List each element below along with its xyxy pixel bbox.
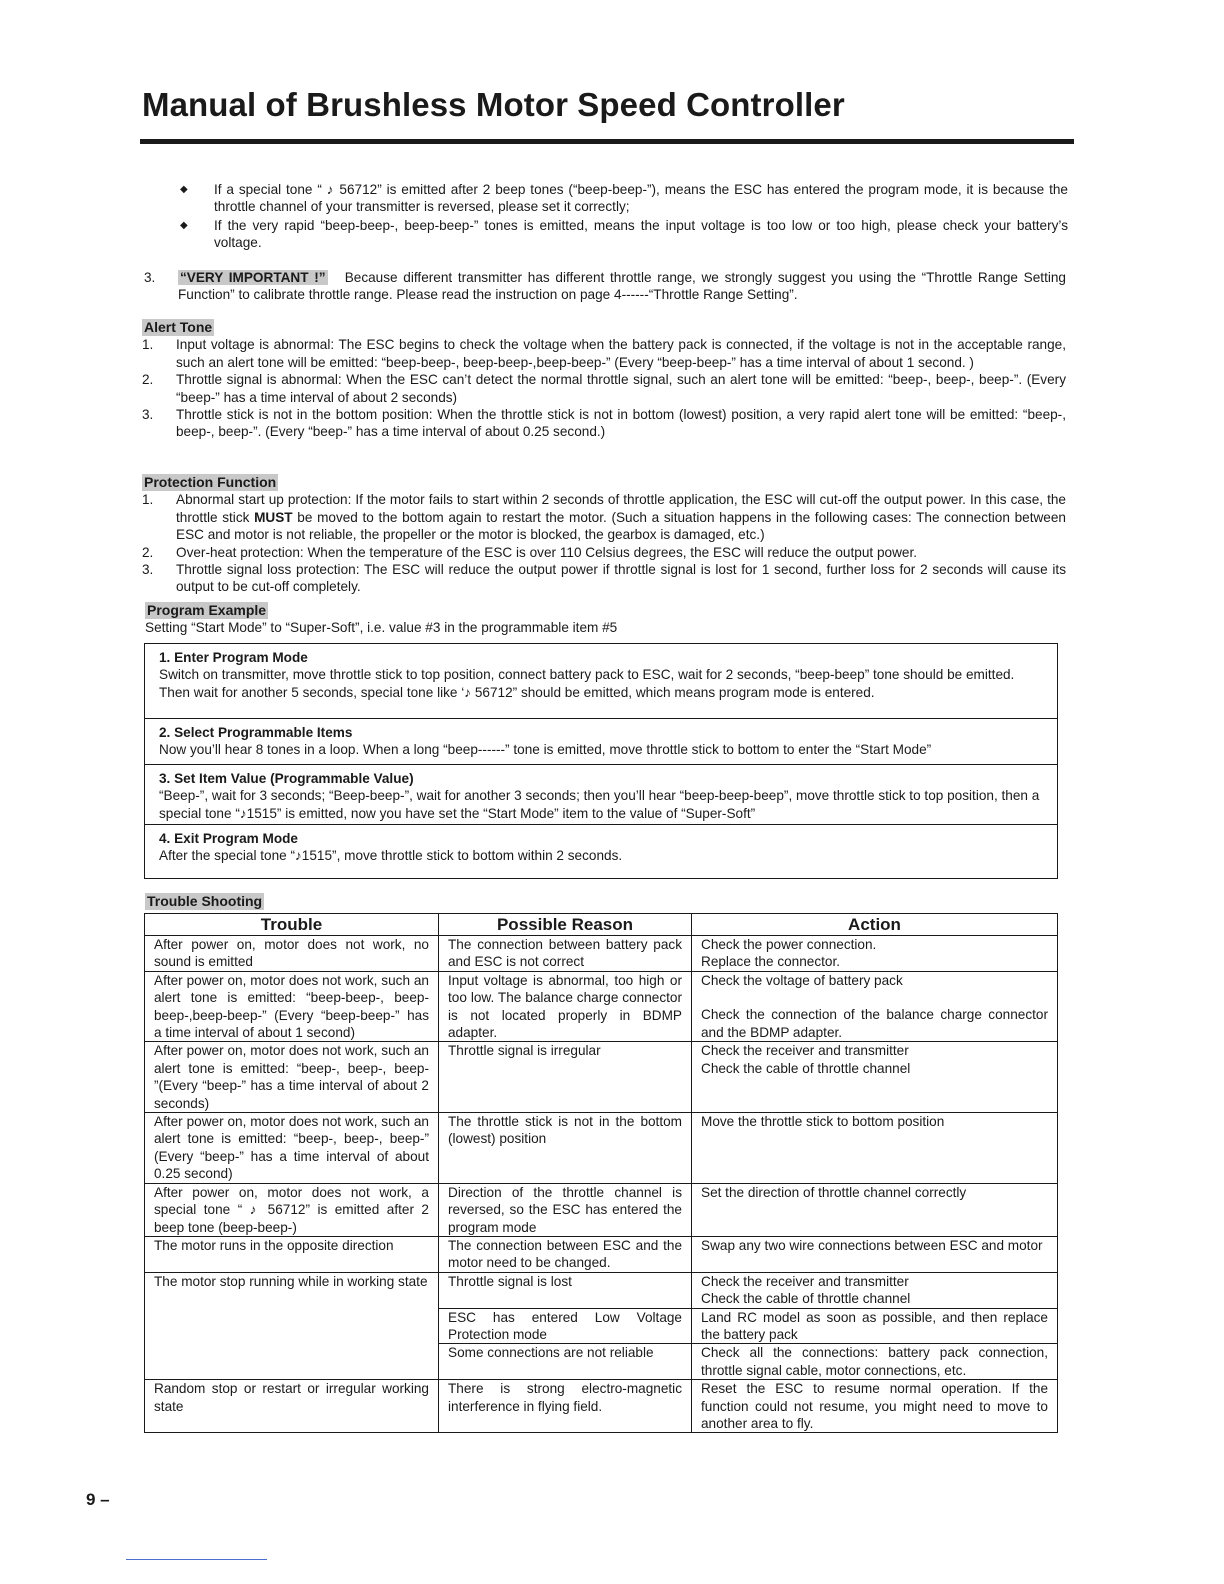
action-cell [692, 1042, 1058, 1113]
table-row [145, 1183, 1058, 1236]
action-cell [692, 1380, 1058, 1433]
page-title: Manual of Brushless Motor Speed Controller [142, 86, 845, 123]
reason-cell: Input voltage is abnormal, too high or too low. The balance charge connector is not located properly in BDMP adapter. [439, 971, 692, 1042]
table-row [145, 1236, 1058, 1272]
item-number: 2. [142, 544, 154, 560]
column-header: Trouble [145, 914, 439, 936]
item-emphasis: MUST [254, 509, 293, 525]
program-step [145, 644, 1057, 719]
step-text: After the special tone “♪1515”, move throttle stick to bottom within 2 seconds. [159, 848, 623, 864]
reason-cell: Direction of the throttle channel is reversed, so the ESC has entered the program mode [439, 1183, 692, 1236]
list-item [172, 181, 1068, 216]
step-title: 4. Exit Program Mode [159, 831, 298, 846]
list-item [142, 561, 1066, 596]
list-item [144, 269, 1066, 304]
action-line: Check the receiver and transmitter [701, 1273, 909, 1289]
section-heading: Program Example [147, 602, 267, 618]
reason-cell: The throttle stick is not in the bottom (lowest) position [439, 1113, 692, 1184]
program-step [145, 825, 1057, 878]
column-header: Action [692, 914, 1058, 936]
reason-cell: The connection between ESC and the motor need to be changed. [439, 1236, 692, 1272]
list-item [142, 544, 1066, 561]
reason-cell: There is strong electro-magnetic interference in flying field. [439, 1380, 692, 1433]
program-step [145, 765, 1057, 825]
reason-cell: The connection between battery pack and ESC is not correct [439, 936, 692, 972]
diamond-bullet-icon: ◆ [180, 219, 188, 231]
action-line: Swap any two wire connections between ESC and motor [701, 1237, 1043, 1253]
action-line: Replace the connector. [701, 954, 841, 970]
action-line: Reset the ESC to resume normal operation. If the function could not resume, you might need to move to another area to fly. [701, 1381, 1048, 1431]
program-example-subtitle: Setting “Start Mode” to “Super-Soft”, i.e. value #3 in the programmable item #5 [145, 620, 618, 636]
protection-section [142, 474, 1066, 596]
list-item [142, 336, 1066, 371]
item-text-continued: be moved to the bottom again to restart the motor. (Such a situation happens in the following cases: The connection between ESC and motor is not reliable, the propeller or the motor is blocked, the gearbox is damaged, etc.) [176, 509, 1066, 543]
section-heading: Alert Tone [144, 319, 213, 335]
action-line: Check the cable of throttle channel [701, 1291, 911, 1307]
action-cell [692, 1183, 1058, 1236]
item-number: 3. [142, 407, 154, 423]
page-number: 9 – [86, 1490, 110, 1509]
action-line: Check the voltage of battery pack [701, 972, 903, 988]
step-title: 3. Set Item Value (Programmable Value) [159, 771, 414, 786]
item-text: Abnormal start up protection: If the motor fails to start within 2 seconds of throttle application, the ESC will cut-off the output power. In this case, the throttle stick [176, 492, 1066, 525]
table-row [145, 1380, 1058, 1433]
item-number: 2. [142, 372, 154, 388]
list-item [172, 217, 1068, 252]
item-number: 3. [142, 562, 154, 578]
action-line: Land RC model as soon as possible, and then replace the battery pack [701, 1309, 1048, 1342]
step-title: 1. Enter Program Mode [159, 650, 308, 665]
list-item [142, 371, 1066, 406]
action-cell [692, 1344, 1058, 1380]
item-text: Throttle stick is not in the bottom position: When the throttle stick is not in bottom (lowest) position, a very rapid alert tone will be emitted: “beep-, beep-, beep-”. (Every “beep-” has a time interval of about 0.25 second.) [176, 407, 1066, 440]
action-line: Set the direction of throttle channel correctly [701, 1184, 967, 1200]
important-label: “VERY IMPORTANT !” [180, 270, 326, 285]
action-cell [692, 936, 1058, 972]
program-step [145, 719, 1057, 765]
list-item [142, 491, 1066, 543]
action-line: Check all the connections: battery pack connection, throttle signal cable, motor connections, etc. [701, 1345, 1048, 1378]
action-cell [692, 1236, 1058, 1272]
trouble-cell: The motor stop running while in working state [145, 1272, 439, 1379]
reason-cell: Some connections are not reliable [439, 1344, 692, 1380]
bullet-text: If the very rapid “beep-beep-, beep-beep-” tones is emitted, means the input voltage is too low or too high, please check your battery’s voltage. [214, 217, 1068, 251]
action-line: Check the connection of the balance charge connector and the BDMP adapter. [701, 1007, 1048, 1040]
important-note [144, 269, 1066, 304]
program-steps-box [144, 643, 1058, 879]
action-cell [692, 1113, 1058, 1184]
step-text: “Beep-”, wait for 3 seconds; “Beep-beep-”, wait for another 3 seconds; then you’ll hear “beep-beep-beep”, move throttle stick to top position, then a special tone “♪1515” is emitted, now you have set the “Start Mode” item to the value of “Super-Soft” [159, 788, 1040, 821]
trouble-cell: Random stop or restart or irregular working state [145, 1380, 439, 1433]
list-item [142, 406, 1066, 441]
trouble-cell: After power on, motor does not work, such an alert tone is emitted: “beep-, beep-, beep-” (Every “beep-” has a time interval of about 0.25 second) [145, 1113, 439, 1184]
important-text: Because different transmitter has different throttle range, we strongly suggest you using the “Throttle Range Setting Function” to calibrate throttle range. Please read the instruction on page 4------“Throttle Range Setting”. [178, 270, 1066, 303]
title-divider [140, 139, 1074, 144]
table-row [145, 936, 1058, 972]
alert-tone-section [142, 319, 1066, 441]
table-row [145, 1272, 1058, 1308]
column-header: Possible Reason [439, 914, 692, 936]
trouble-shooting-section [145, 893, 264, 910]
footer-divider [126, 1559, 267, 1560]
trouble-cell: After power on, motor does not work, such an alert tone is emitted: “beep-beep-, beep-beep-,beep-beep-” (Every “beep-beep-” has a time interval of about 1 second) [145, 971, 439, 1042]
step-title: 2. Select Programmable Items [159, 725, 353, 740]
action-line: Check the power connection. [701, 937, 877, 952]
action-line: Check the cable of throttle channel [701, 1060, 911, 1076]
item-number: 1. [142, 337, 154, 353]
item-text: Throttle signal is abnormal: When the ESC can’t detect the normal throttle signal, such an alert tone will be emitted: “beep-, beep-, beep-”. (Every “beep-” has a time interval of about 2 seconds) [176, 372, 1066, 405]
diamond-bullet-icon: ◆ [180, 184, 188, 195]
action-cell [692, 971, 1058, 1042]
program-example-section [145, 602, 1065, 637]
trouble-cell: After power on, motor does not work, such an alert tone is emitted: “beep-, beep-, beep- ”(Every “beep-” has a time interval of about 2 seconds) [145, 1042, 439, 1113]
section-heading: Protection Function [144, 474, 277, 490]
trouble-cell: After power on, motor does not work, no sound is emitted [145, 936, 439, 972]
table-row [145, 971, 1058, 1042]
item-text: Input voltage is abnormal: The ESC begins to check the voltage when the battery pack is connected, if the voltage is not in the acceptable range, such an alert tone will be emitted: “beep-beep-, beep-beep-,beep-beep-” (Every “beep-beep-” has a time interval of about 1 second. ) [176, 337, 1066, 370]
action-spacer [701, 989, 1048, 1006]
table-row [145, 1113, 1058, 1184]
item-text: Over-heat protection: When the temperature of the ESC is over 110 Celsius degrees, the ESC will reduce the output power. [176, 544, 917, 560]
step-text: Switch on transmitter, move throttle stick to top position, connect battery pack to ESC, wait for 2 seconds, “beep-beep” tone should be emitted. Then wait for another 5 seconds, special tone like ‘♪ 56712” should be emitted, which means program mode is entered. [159, 667, 1015, 700]
item-number: 3. [144, 270, 156, 285]
action-line: Check the receiver and transmitter [701, 1043, 909, 1059]
trouble-cell: After power on, motor does not work, a special tone “ ♪ 56712” is emitted after 2 beep tone (beep-beep-) [145, 1183, 439, 1236]
table-row [145, 1042, 1058, 1113]
alert-tone-list [142, 336, 1066, 440]
trouble-shooting-table [144, 913, 1058, 1433]
reason-cell: Throttle signal is lost [439, 1272, 692, 1308]
section-heading: Trouble Shooting [147, 893, 263, 909]
table-header-row [145, 914, 1058, 936]
item-text: Throttle signal loss protection: The ESC will reduce the output power if throttle signal is lost for 1 second, further loss for 2 seconds will cause its output to be cut-off completely. [176, 562, 1066, 595]
reason-cell: Throttle signal is irregular [439, 1042, 692, 1113]
action-cell [692, 1272, 1058, 1308]
bullet-text: If a special tone “ ♪ 56712” is emitted after 2 beep tones (“beep-beep-”), means the ESC has entered the program mode, it is because the throttle channel of your transmitter is reversed, please set it correctly; [214, 182, 1068, 215]
item-number: 1. [142, 492, 154, 508]
protection-list [142, 491, 1066, 595]
action-cell [692, 1308, 1058, 1344]
trouble-cell: The motor runs in the opposite direction [145, 1236, 439, 1272]
step-text: Now you’ll hear 8 tones in a loop. When a long “beep------” tone is emitted, move throttle stick to bottom to enter the “Start Mode” [159, 742, 932, 758]
reason-cell: ESC has entered Low Voltage Protection mode [439, 1308, 692, 1344]
action-line: Move the throttle stick to bottom position [701, 1114, 945, 1130]
intro-bullet-list [172, 181, 1068, 253]
